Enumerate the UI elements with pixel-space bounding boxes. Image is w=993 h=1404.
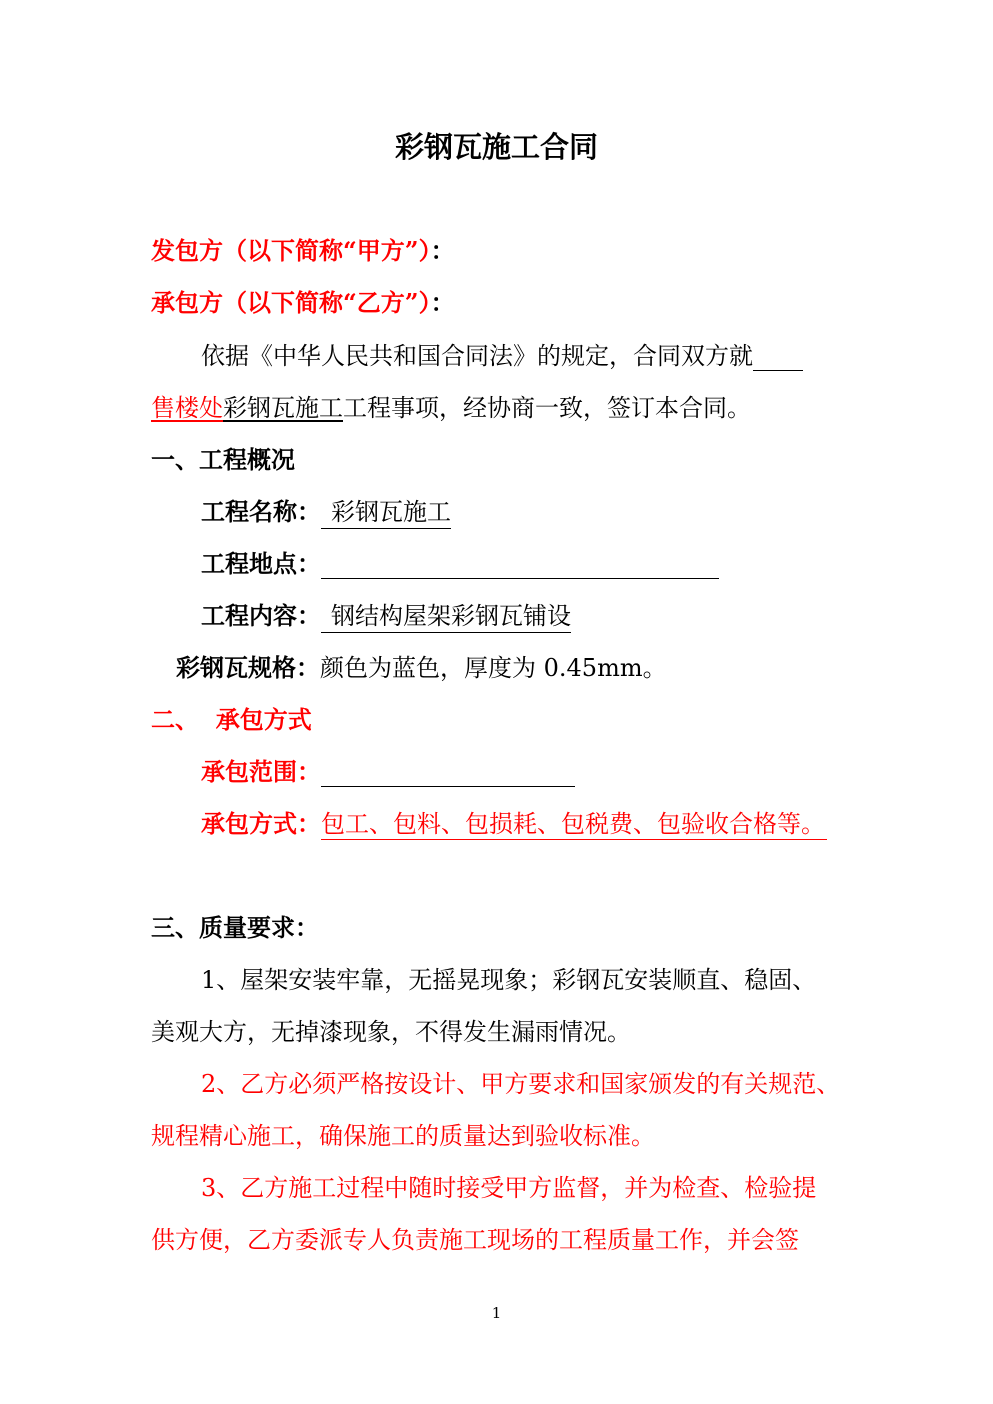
party-b-colon: ：	[430, 288, 455, 317]
section-3-heading: 三、质量要求：	[151, 913, 319, 942]
intro-blank	[753, 344, 803, 371]
project-name-value: 彩钢瓦施工	[321, 497, 451, 529]
project-location-blank	[321, 552, 719, 579]
project-location-label: 工程地点：	[201, 549, 321, 578]
party-a-line	[151, 236, 455, 266]
intro-line-2	[151, 393, 751, 423]
method-row	[201, 809, 827, 840]
intro-rest: 工程事项，经协商一致，签订本合同。	[343, 394, 751, 422]
scope-blank	[321, 760, 575, 787]
spec-label: 彩钢瓦规格：	[176, 653, 320, 682]
document-title: 彩钢瓦施工合同	[394, 130, 598, 164]
quality-item-3-line-2: 供方便，乙方委派专人负责施工现场的工程质量工作，并会签	[151, 1226, 799, 1254]
intro-line-1	[201, 341, 803, 371]
page-number: 1	[491, 1304, 502, 1322]
spec-value: 颜色为蓝色，厚度为 0.45mm。	[320, 654, 667, 682]
party-b-label: 承包方（以下简称“乙方”）	[151, 288, 431, 317]
project-name-row	[201, 497, 451, 529]
quality-item-3-line-1: 3、乙方施工过程中随时接受甲方监督，并为检查、检验提	[201, 1174, 817, 1202]
party-b-line	[151, 288, 455, 318]
project-name-label: 工程名称：	[201, 497, 321, 526]
quality-item-1-line-2: 美观大方，无掉漆现象，不得发生漏雨情况。	[151, 1018, 631, 1046]
method-label: 承包方式：	[201, 809, 321, 838]
quality-item-2-line-2: 规程精心施工，确保施工的质量达到验收标准。	[151, 1122, 655, 1150]
section-1-heading: 一、工程概况	[151, 445, 295, 474]
project-location-row	[201, 549, 719, 579]
section-2-heading: 二、 承包方式	[151, 705, 312, 734]
method-value: 包工、包料、包损耗、包税费、包验收合格等。	[321, 810, 825, 838]
spec-row	[176, 653, 667, 683]
intro-project-name: 彩钢瓦施工	[223, 394, 343, 422]
quality-item-1-line-1: 1、屋架安装牢靠，无摇晃现象；彩钢瓦安装顺直、稳固、	[201, 966, 817, 994]
scope-row	[201, 757, 575, 787]
party-a-label: 发包方（以下简称“甲方”）	[151, 236, 431, 265]
party-a-colon: ：	[430, 236, 455, 265]
project-content-row	[201, 601, 571, 633]
scope-label: 承包范围：	[201, 757, 321, 786]
intro-project-location: 售楼处	[151, 394, 223, 422]
project-content-value: 钢结构屋架彩钢瓦铺设	[321, 601, 571, 633]
project-content-label: 工程内容：	[201, 601, 321, 630]
quality-item-2-line-1: 2、乙方必须严格按设计、甲方要求和国家颁发的有关规范、	[201, 1070, 841, 1098]
intro-text: 依据《中华人民共和国合同法》的规定，合同双方就	[201, 342, 753, 370]
